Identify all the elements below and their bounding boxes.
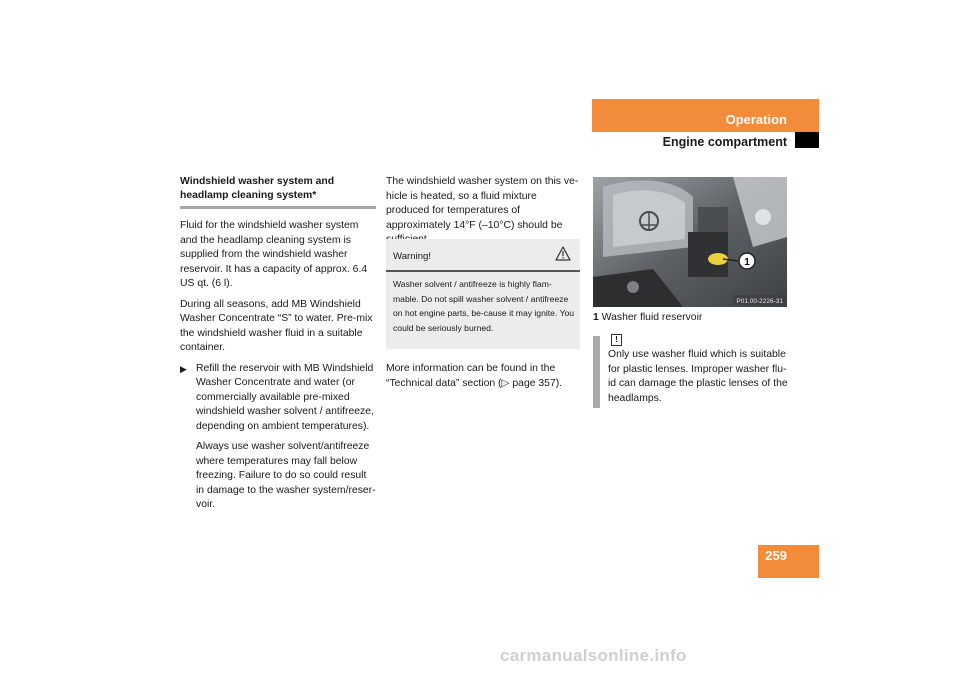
- section-heading: Windshield washer system and headlamp cleaning system*: [180, 175, 376, 209]
- engine-compartment-photo: [593, 177, 787, 307]
- note-text: Only use washer fluid which is suitable for plastic lenses. Improper washer flu-id can damage the plastic lenses of the headlamps.: [608, 349, 788, 404]
- warning-triangle-icon: [555, 246, 571, 261]
- paragraph-heated: The windshield washer system on this ve-hicle is heated, so a fluid mixture produced for temperatures of approximately 14°F (–10°C) should be: [386, 176, 579, 231]
- watermark: carmanualsonline.info: [500, 646, 687, 665]
- list-item: [180, 362, 376, 435]
- subsection-title: Engine compartment: [662, 135, 787, 149]
- paragraph-capacity: Fluid for the windshield washer system and the headlamp cleaning system is supplied from the windshield washer reservoir. It has a capacity of approx. 6.4 US qt. (6 l).: [180, 220, 368, 289]
- column-left: [180, 175, 376, 513]
- paragraph-antifreeze: Always use washer solvent/antifreeze where temperatures may fall below freezing. Failure to do so could result in damage to the washer system/reser-voir.: [196, 441, 376, 510]
- svg-text:1: 1: [744, 257, 750, 268]
- section-title: Operation: [725, 112, 787, 127]
- engine-photo-illustration: [593, 177, 787, 307]
- note-sidebar: [593, 336, 600, 408]
- bullet-text: Refill the reservoir with MB Windshield Washer Concentrate and water (or commercially available pre-mixed windshield washer solvent / antifreeze, depending on ambient temperatures).: [196, 362, 374, 432]
- warning-title: Warning!: [393, 251, 432, 262]
- page-number: 259: [765, 548, 787, 563]
- callout-number: 1: [593, 312, 599, 323]
- bullet-arrow-icon: ▶: [180, 363, 187, 374]
- callout-text: Washer fluid reservoir: [601, 312, 703, 323]
- more-info-text: More information can be found in the “Technical data” section (▷ page 357).: [386, 363, 563, 389]
- paragraph-seasons: During all seasons, add MB Windshield Washer Concentrate “S” to water. Pre-mix the windshield washer fluid in a suitable container.: [180, 298, 373, 353]
- callout-caption: [593, 311, 793, 325]
- note-exclamation-icon: !: [611, 334, 622, 346]
- warning-divider: [386, 270, 580, 272]
- column-middle: [386, 175, 582, 248]
- header-black-tab: [795, 132, 819, 148]
- paragraph-more-info: [386, 362, 582, 391]
- warning-text: Washer solvent / antifreeze is highly flam-mable. Do not spill washer solvent / antifreeze on hot engine parts, be-cause it may ignite. You could be seriously burned.: [393, 279, 575, 333]
- photo-label: P01.00-2226-31: [736, 298, 783, 305]
